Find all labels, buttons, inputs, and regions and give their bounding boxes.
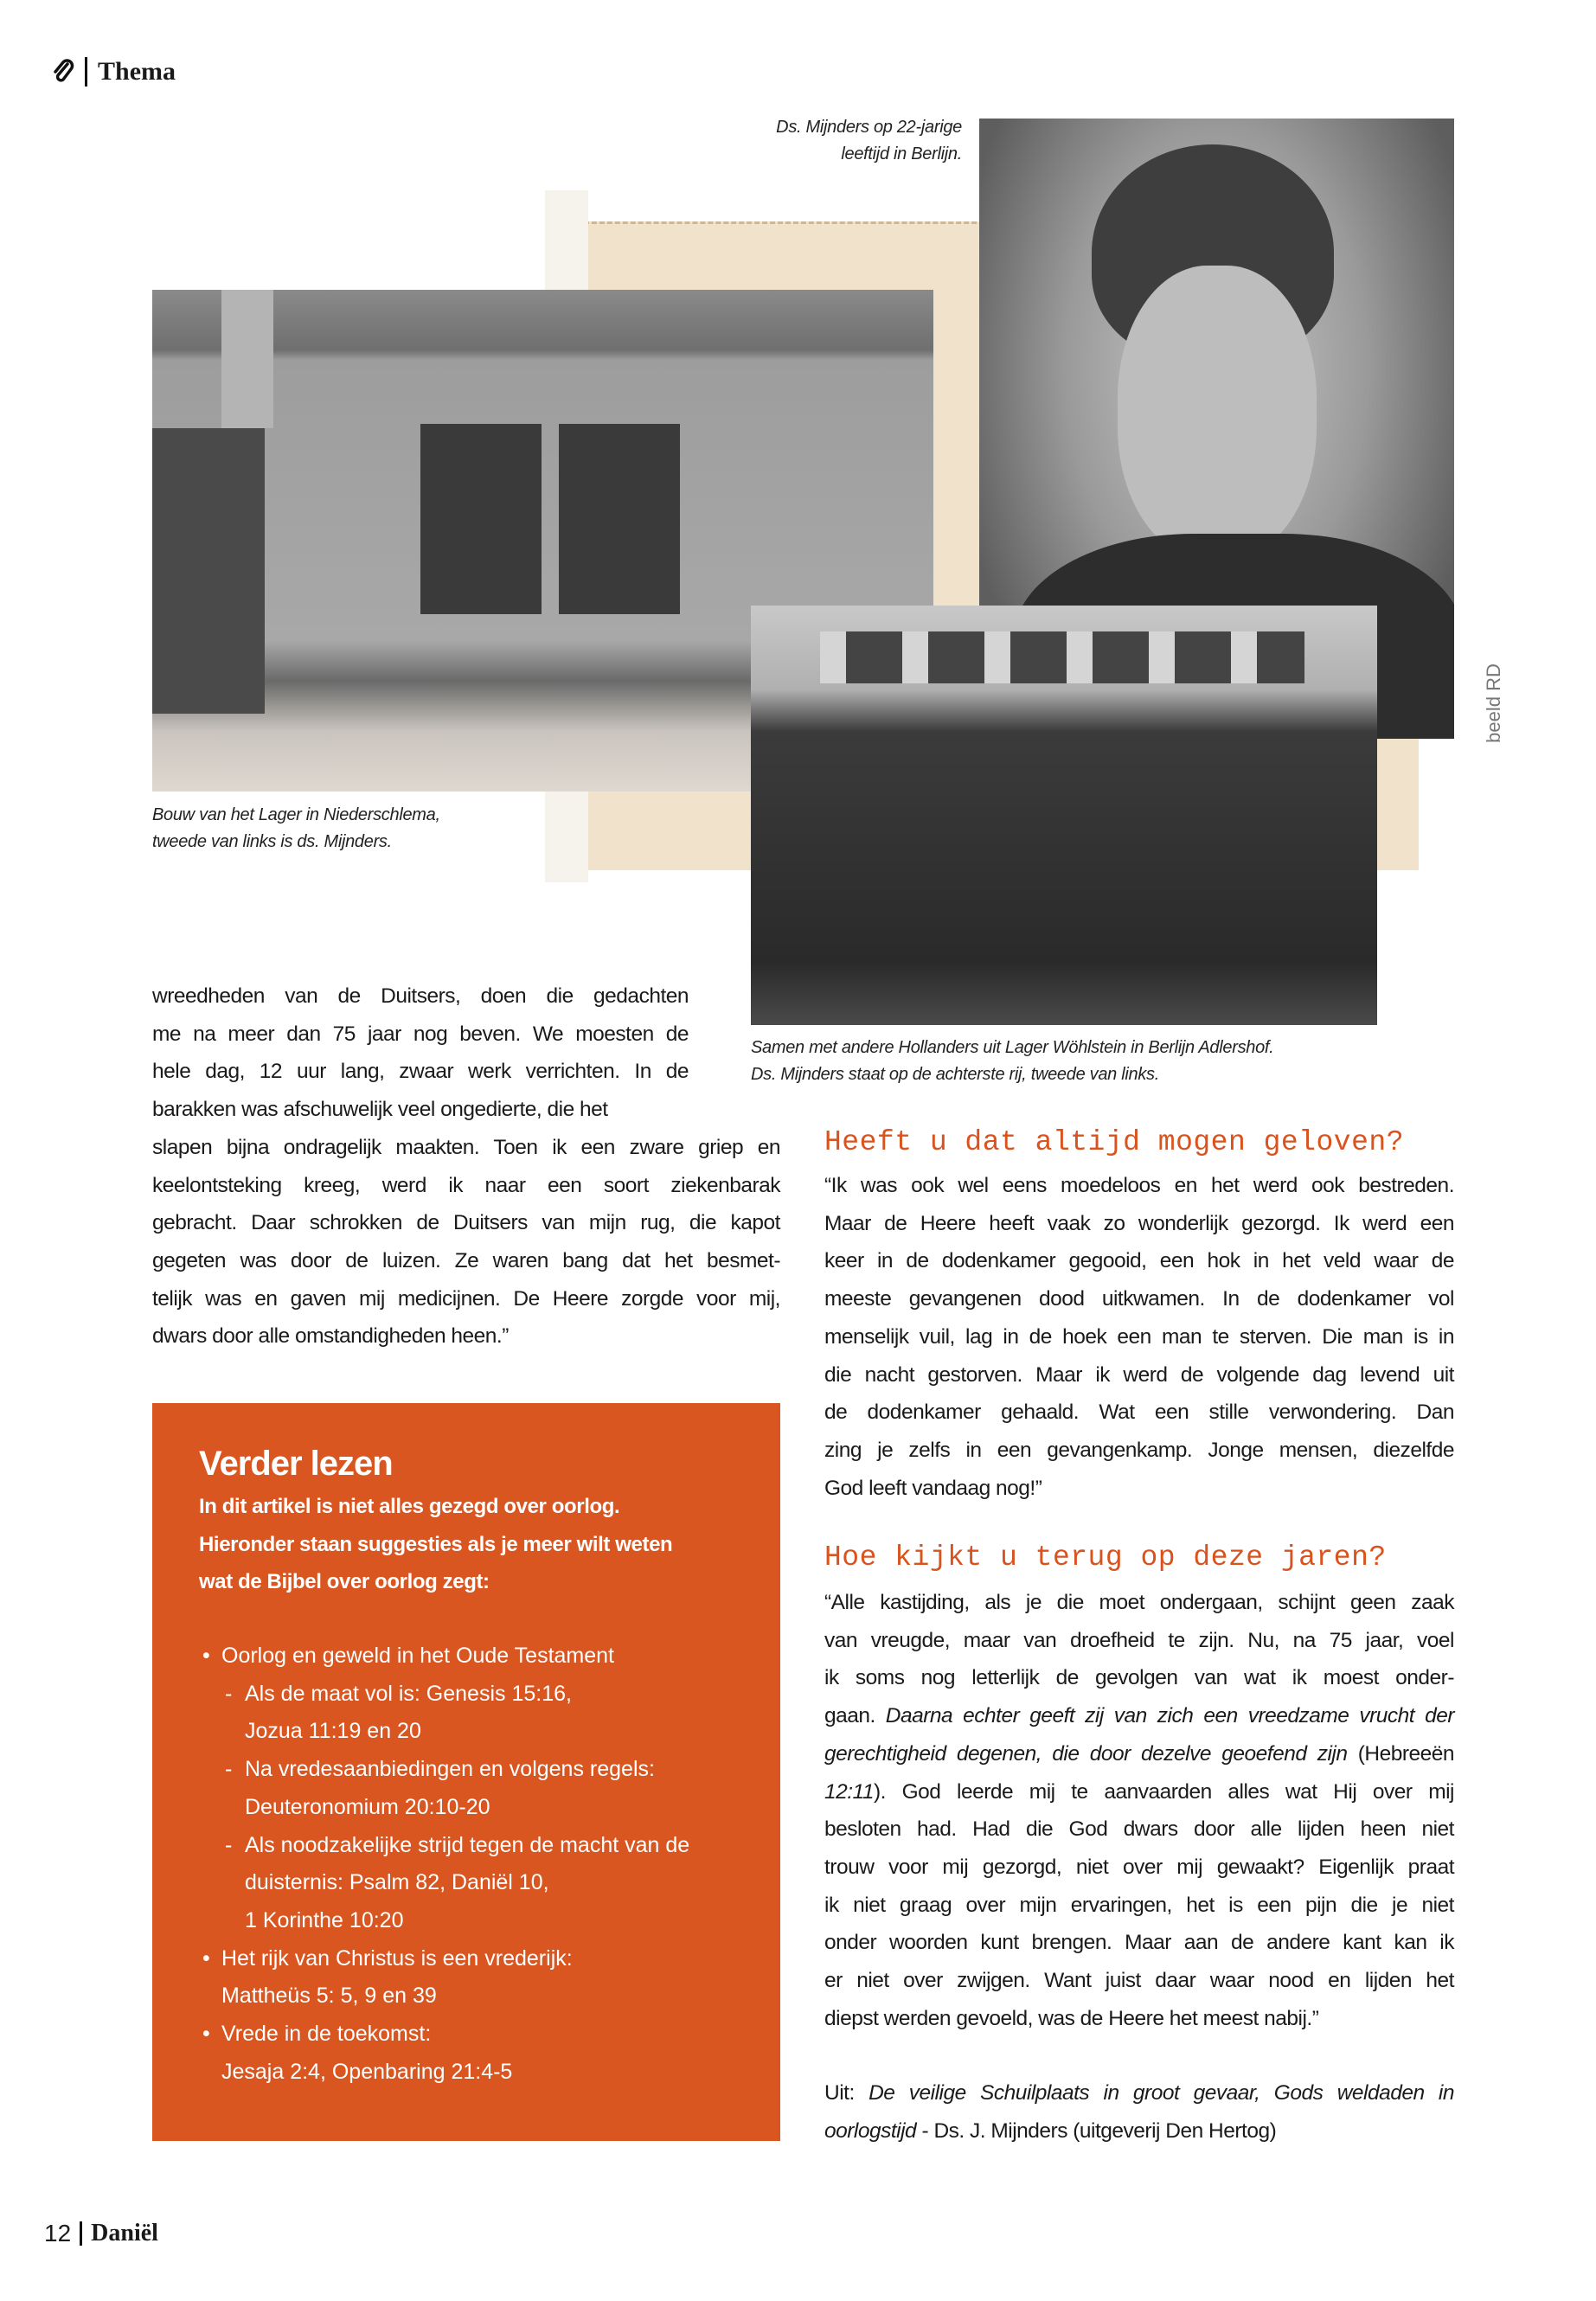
paperclip-icon [52, 59, 74, 85]
dash-marker: - [225, 1757, 233, 1782]
caption-line: Samen met andere Hollanders uit Lager Wöhlstein in Berlijn Adlershof. [751, 1038, 1274, 1057]
bullet-icon: • [202, 2022, 210, 2046]
reading-list-item: Oorlog en geweld in het Oude Testament [221, 1644, 614, 1668]
text-line: gebracht. Daar schrokken de Duitsers van mijn rug, die kapot [152, 1211, 780, 1235]
text-line: zing je zelfs in een gevangenkamp. Jonge mensen, diezelfde [824, 1438, 1454, 1462]
text-line [824, 2074, 1454, 2112]
text-line [824, 1622, 1454, 1660]
text-line [824, 1773, 1454, 1811]
text-line: slapen bijna ondragelijk maakten. Toen ik een zware griep en [152, 1135, 780, 1159]
text-segment: van vreugde, maar van droefheid te zijn. Nu, na 75 jaar, voel [824, 1628, 1454, 1652]
italic-text: De veilige Schuilplaats in groot gevaar, Gods weldaden in [869, 2081, 1454, 2105]
magazine-name: Daniël [91, 2220, 158, 2247]
text-segment: “Alle kastijding, als je die moet ondergaan, schijnt geen zaak [824, 1591, 1454, 1614]
building-caption [152, 802, 440, 856]
box-intro: Hieronder staan suggesties als je meer wilt weten [199, 1533, 673, 1556]
text-segment: gaan. [824, 1704, 886, 1728]
text-line: “Ik was ook wel eens moedeloos en het werd ook bestreden. [824, 1174, 1454, 1197]
reading-list-item: Het rijk van Christus is een vrederijk: [221, 1945, 573, 1971]
text-line: die nacht gestorven. Maar ik werd de volgende dag levend uit [824, 1362, 1454, 1387]
divider [80, 2221, 82, 2246]
bullet-icon: • [202, 1644, 210, 1668]
box-title: Verder lezen [199, 1445, 393, 1483]
text-segment: Uit: [824, 2081, 869, 2105]
text-line [824, 1849, 1454, 1887]
text-segment: onder woorden kunt brengen. Maar aan de andere kant kan ik [824, 1931, 1454, 1955]
reading-list-item: Mattheüs 5: 5, 9 en 39 [221, 1984, 437, 2009]
text-line: meeste gevangenen dood uitkwamen. In de dodenkamer vol [824, 1287, 1454, 1311]
text-line [824, 1735, 1454, 1773]
italic-text: oorlogstijd [824, 2118, 917, 2143]
text-line: telijk was en gaven mij medicijnen. De Heere zorgde voor mij, [152, 1286, 780, 1311]
group-photo [751, 606, 1377, 1025]
portrait-caption [709, 114, 962, 168]
reading-list-item: Als de maat vol is: Genesis 15:16, [245, 1681, 572, 1706]
text-segment: besloten had. Had die God dwars door alle lijden heen niet [824, 1817, 1454, 1842]
text-line [824, 1584, 1454, 1622]
caption-line: Ds. Mijnders op 22-jarige [776, 118, 962, 137]
text-segment: trouw voor mij gezorgd, niet over mij gewaakt? Eigenlijk praat [824, 1855, 1454, 1879]
section-header [52, 57, 176, 87]
caption-line: leeftijd in Berlijn. [841, 144, 962, 163]
reading-list-item: Vrede in de toekomst: [221, 2022, 432, 2046]
heading-look-back: Hoe kijkt u terug op deze jaren? [824, 1541, 1387, 1574]
text-line [824, 1924, 1454, 1962]
photo-credit: beeld RD [1483, 663, 1504, 743]
text-line: me na meer dan 75 jaar nog beven. We moesten de [152, 1022, 689, 1046]
caption-line: Ds. Mijnders staat op de achterste rij, tweede van links. [751, 1065, 1160, 1084]
divider [85, 57, 87, 87]
text-line: Maar de Heere heeft vaak zo wonderlijk gezorgd. Ik werd een [824, 1211, 1454, 1235]
text-segment: ik soms nog letterlijk de gevolgen van wat ik moest onder- [824, 1666, 1454, 1690]
text-line [824, 2112, 1454, 2150]
dash-marker: - [225, 1832, 233, 1857]
reading-list-item: Deuteronomium 20:10-20 [245, 1794, 490, 1819]
text-line: de dodenkamer gehaald. Wat een stille verwondering. Dan [824, 1400, 1454, 1425]
text-line: dwars door alle omstandigheden heen.” [152, 1324, 509, 1349]
italic-text: gerechtigheid degenen, die door dezelve geoefend zijn [824, 1741, 1348, 1766]
further-reading-box [152, 1403, 780, 2141]
text-segment: ik niet graag over mijn ervaringen, het is een pijn die je niet [824, 1893, 1454, 1917]
text-line [824, 1811, 1454, 1849]
text-segment: ). God leerde mij te aanvaarden alles wat Hij over mij [874, 1779, 1454, 1804]
text-line [824, 1697, 1454, 1735]
text-line [824, 2000, 1454, 2038]
reading-list-item: duisternis: Psalm 82, Daniël 10, [245, 1870, 549, 1895]
group-caption [751, 1035, 1273, 1088]
bullet-icon: • [202, 1945, 210, 1971]
italic-text: 12:11 [824, 1779, 874, 1804]
reading-list-item: 1 Korinthe 10:20 [245, 1907, 404, 1932]
reading-list-item: Als noodzakelijke strijd tegen de macht van de [245, 1832, 690, 1857]
text-line: barakken was afschuwelijk veel ongedierte, die het [152, 1098, 608, 1122]
text-line: God leeft vandaag nog!” [824, 1476, 1042, 1500]
caption-line: Bouw van het Lager in Niederschlema, [152, 805, 440, 824]
text-line: menselijk vuil, lag in de hoek een man te sterven. Die man is in [824, 1324, 1454, 1349]
dash-marker: - [225, 1681, 233, 1706]
text-line: hele dag, 12 uur lang, zwaar werk verrichten. In de [152, 1060, 689, 1084]
page-footer [44, 2220, 158, 2247]
box-intro: wat de Bijbel over oorlog zegt: [199, 1570, 490, 1593]
text-line [824, 1962, 1454, 2000]
text-segment: (Hebreeën [1347, 1741, 1454, 1766]
text-segment: er niet over zwijgen. Want juist daar waar nood en lijden het [824, 1969, 1454, 1992]
text-line [824, 1887, 1454, 1925]
text-segment: diepst werden gevoeld, was de Heere het meest nabij.” [824, 2006, 1319, 2030]
heading-believe: Heeft u dat altijd mogen geloven? [824, 1126, 1405, 1158]
text-segment: - Ds. J. Mijnders (uitgeverij Den Hertog) [916, 2118, 1277, 2143]
caption-line: tweede van links is ds. Mijnders. [152, 832, 392, 851]
italic-text: Daarna echter geeft zij van zich een vreedzame vrucht der [885, 1704, 1454, 1728]
text-line [824, 1659, 1454, 1697]
reading-list-item: Jesaja 2:4, Openbaring 21:4-5 [221, 2059, 513, 2084]
reading-list-item: Na vredesaanbiedingen en volgens regels: [245, 1757, 655, 1782]
section-title: Thema [98, 57, 176, 86]
text-line: keer in de dodenkamer gegooid, een hok in het veld waar de [824, 1249, 1454, 1273]
text-line: gegeten was door de luizen. Ze waren bang dat het besmet- [152, 1248, 780, 1272]
text-line: wreedheden van de Duitsers, doen die gedachten [152, 984, 689, 1008]
box-intro: In dit artikel is niet alles gezegd over oorlog. [199, 1495, 620, 1518]
page-number: 12 [44, 2220, 72, 2247]
text-line: keelontsteking kreeg, werd ik naar een soort ziekenbarak [152, 1173, 780, 1197]
reading-list-item: Jozua 11:19 en 20 [245, 1719, 421, 1744]
